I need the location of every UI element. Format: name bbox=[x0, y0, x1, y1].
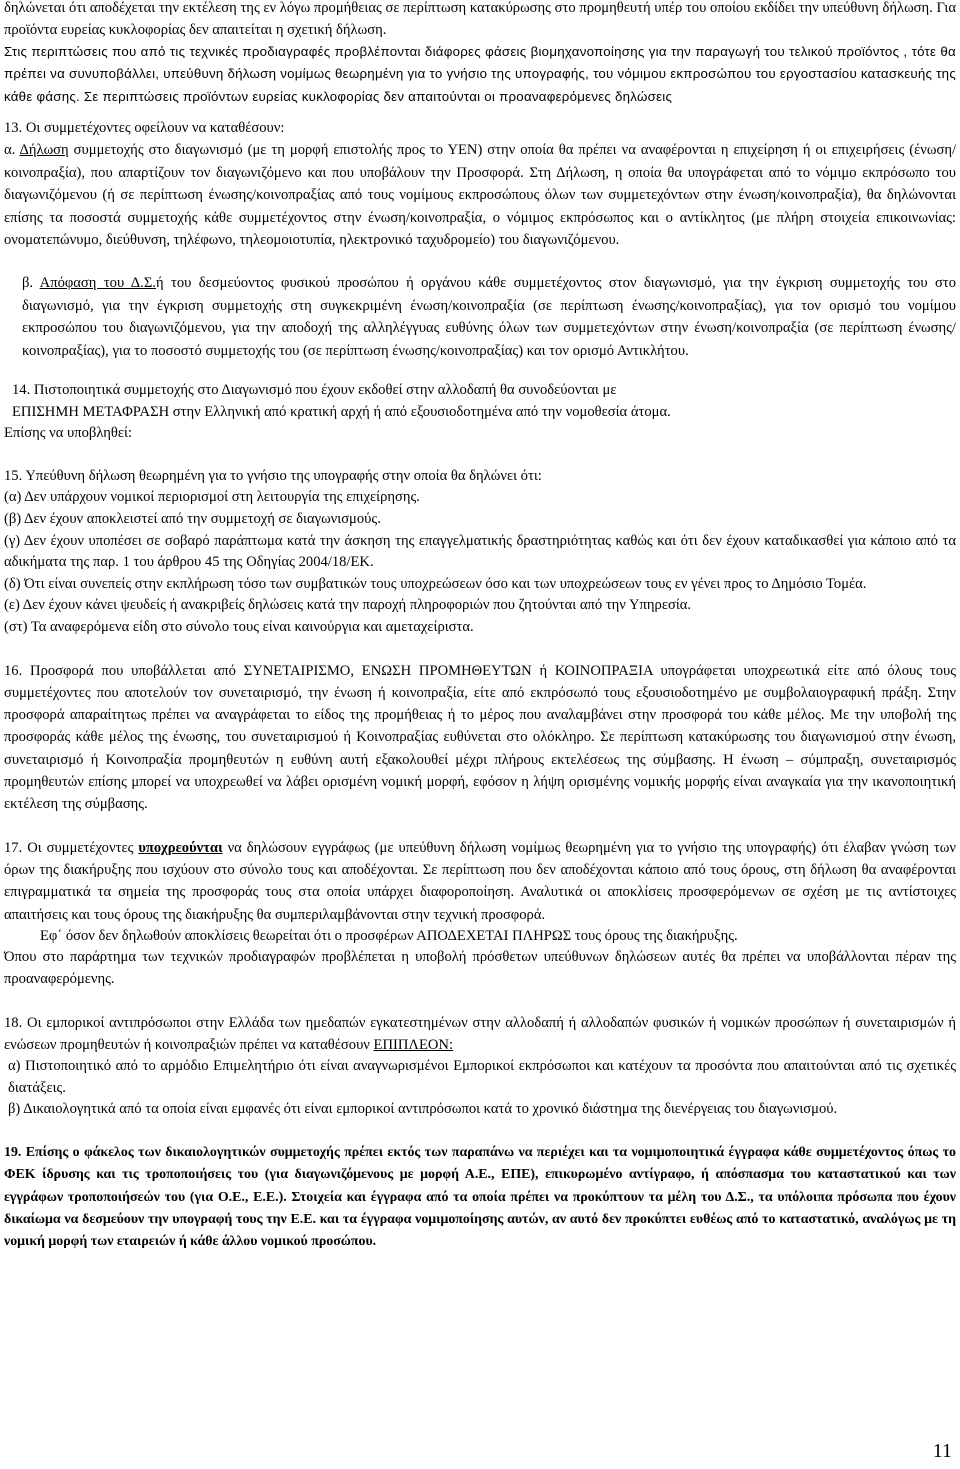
section-13-heading: 13. Οι συμμετέχοντες οφείλουν να καταθέσουν: bbox=[4, 119, 285, 136]
section-18-paragraph-1 bbox=[4, 1012, 956, 1057]
section-14-line-1: 14. Πιστοποιητικά συμμετοχής στο Διαγωνισμό που έχουν εκδοθεί στην αλλοδαπή θα συνοδεύονται με bbox=[12, 382, 617, 399]
section-13-b-prefix: β. bbox=[22, 275, 40, 292]
section-18-text: 18. Οι εμπορικοί αντιπρόσωποι στην Ελλάδα των ημεδαπών εγκατεστημένων στην αλλοδαπή ή αλλοδαπών φυσικών ή νομικών προσώπων ή συνεταιρισμών ή ενώσεων προμηθευτών ή κοινοπραξιών πρέπει να καταθέσουν bbox=[4, 1014, 956, 1053]
section-15-item-d: (δ) Ότι είναι συνεπείς στην εκπλήρωση τόσο των συμβατικών τους υποχρεώσεων όσο και των υποχρεώσεων τους εν γένει προς το Δημόσιο Τομέα. bbox=[4, 575, 867, 592]
section-13-a bbox=[4, 139, 956, 251]
section-13-b-underlined: Απόφαση του Δ.Σ. bbox=[39, 275, 156, 292]
section-15-heading: 15. Υπεύθυνη δήλωση θεωρημένη για το γνήσιο της υπογραφής στην οποία θα δηλώνει ότι: bbox=[4, 467, 542, 484]
section-17-lead: 17. Οι συμμετέχοντες bbox=[4, 839, 139, 856]
section-18-item-b: β) Δικαιολογητικά από τα οποία είναι εμφανές ότι είναι εμπορικοί αντιπρόσωποι κατά το χρονικό διάστημα της διενέργειας του διαγωνισμού. bbox=[8, 1101, 838, 1118]
section-17-text: να δηλώσουν εγγράφως (με υπεύθυνη δήλωση νομίμως θεωρημένη για το γνήσιο της υπογραφής) ότι έλαβαν γνώση των όρων της διακήρυξης που ισχύουν στο σύνολο τους και αποδέχονται. Σε περίπτωση που δεν αποδέχονται κάποιο από τους όρους, στη δήλωση θα αναφέρονται επιγραμματικά τα σημεία της προσφοράς τους στα οποία υπάρχει διαφοροποίηση. Αναλυτικά οι αποκλίσεις προσφερόμενων σε σχέση με τις αντίστοιχες απαιτήσεις και τους όρους της διακήρυξης θα συμπεριλαμβάνονται στην τεχνική προσφορά. bbox=[4, 839, 956, 923]
section-15-item-a: (α) Δεν υπάρχουν νομικοί περιορισμοί στη λειτουργία της επιχείρησης. bbox=[4, 489, 420, 506]
section-15-item-b: (β) Δεν έχουν αποκλειστεί από την συμμετοχή σε διαγωνισμούς. bbox=[4, 511, 381, 528]
intro-paragraph-2: Στις περιπτώσεις που από τις τεχνικές προδιαγραφές προβλέπονται διάφορες φάσεις βιομηχανοποίησης για την παραγωγή του τελικού προϊόντος , τότε θα πρέπει να συνυποβάλλει, υπεύθυνη δήλωση νομίμως θεωρημένη για το γνήσιο της υπογραφής, του νόμιμου εκπροσώπου του εργοστασίου κατασκευής της κάθε φάσης. Σε περιπτώσεις προϊόντων ευρείας κυκλοφορίας δεν απαιτούνται οι προαναφερόμενες δηλώσεις bbox=[4, 44, 956, 104]
section-13-a-prefix: α. bbox=[4, 142, 20, 159]
section-14-line-2: ΕΠΙΣΗΜΗ ΜΕΤΑΦΡΑΣΗ στην Ελληνική από κρατική αρχή ή από εξουσιοδοτημένα από την νομοθεσία άτομα. bbox=[12, 403, 671, 420]
section-18-item-a: α) Πιστοποιητικό από το αρμόδιο Επιμελητήριο ότι είναι αναγνωρισμένοι Εμπορικοί εκπρόσωποι και κατέχουν τα προσόντα που απαιτούνται από τις σχετικές διατάξεις. bbox=[8, 1058, 956, 1096]
section-13-b-text: ή του δεσμεύοντος φυσικού προσώπου ή οργάνου κάθε συμμετέχοντος στον διαγωνισμό, για την έγκριση συμμετοχής του στο διαγωνισμό, για την έγκριση συμμετοχής στη συγκεκριμένη ένωση/κοινοπραξία (σε περίπτωση ένωσης/κοινοπραξίας), για τον ορισμό του νομίμου εκπροσώπου του διαγωνιζόμενου, για την αποδοχή της αλληλέγγυας ευθύνης όλων των συμμετεχόντων στην ένωση/κοινοπραξία (σε περίπτωση ένωσης/κοινοπραξίας), για το ποσοστό συμμετοχής του (σε περίπτωση ένωσης/κοινοπραξίας) και τον ορισμό Αντικλήτου. bbox=[22, 275, 956, 359]
section-16-paragraph: 16. Προσφορά που υποβάλλεται από ΣΥΝΕΤΑΙΡΙΣΜΟ, ΕΝΩΣΗ ΠΡΟΜΗΘΕΥΤΩΝ ή ΚΟΙΝΟΠΡΑΞΙΑ υπογράφεται υποχρεωτικά είτε από όλους τους συμμετέχοντες που αποτελούν τον συνεταιρισμό, την ένωση ή κοινοπραξία, είτε από εκπρόσωπό τους εξουσιοδοτημένο με συμβολαιογραφική πράξη. Στην προσφορά απαραίτητως πρέπει να αναγράφεται το είδος της προμήθειας ή το μέρος που αναλαμβάνει στην προσφορά του κάθε μέλος. Με την υποβολή της προσφοράς κάθε μέλος της ένωσης, του συνεταιρισμού ή Κοινοπραξίας ευθύνεται στο ολόκληρο. Σε περίπτωση κατακύρωσης του διαγωνισμού στην ένωση, συνεταιρισμό ή Κοινοπραξία προμηθευτών η ευθύνη αυτή εξακολουθεί μέχρι πλήρους εκτελέσεως της σύμβασης. Η ένωση – σύμπραξη, συνεταιρισμός προμηθευτών επίσης μπορεί να υποχρεωθεί να λάβει ορισμένη νομική μορφή, εφόσον η λήψη ορισμένης νομικής μορφής είναι αναγκαία για την ικανοποιητική εκτέλεση της σύμβασης. bbox=[4, 662, 956, 813]
page-number: 11 bbox=[932, 1440, 952, 1462]
section-15-item-f: (στ) Τα αναφερόμενα είδη στο σύνολο τους είναι καινούργια και αμεταχείριστα. bbox=[4, 618, 474, 635]
section-13-a-text: συμμετοχής στο διαγωνισμό (με τη μορφή επιστολής προς το ΥΕΝ) στην οποία θα πρέπει να αναφέρονται η επιχείρηση ή οι επιχειρήσεις (ένωση/κοινοπραξία), που απαρτίζουν τον διαγωνιζόμενο και που υποβάλουν την Προσφορά. Στη Δήλωση, η οποία θα υπογράφεται από το νόμιμο εκπρόσωπο του διαγωνιζόμενου (ή σε περίπτωση ένωσης/κοινοπραξίας από τους νομίμους εκπροσώπους όλων των συμμετεχόντων στην ένωση/κοινοπραξία), θα δηλώνονται επίσης τα ποσοστά συμμετοχής κάθε συμμετέχοντος στην ένωση/κοινοπραξία, ο νόμιμος εκπρόσωπος και ο αντίκλητος (με πλήρη στοιχεία επικοινωνίας: ονοματεπώνυμο, διεύθυνση, τηλέφωνο, τηλεομοιοτυπία, ηλεκτρονικό ταχυδρομείο) του διαγωνιζόμενου. bbox=[4, 142, 957, 249]
section-17-paragraph-2: Εφ΄ όσον δεν δηλωθούν αποκλίσεις θεωρείται ότι ο προσφέρων ΑΠΟΔΕΧΕΤΑΙ ΠΛΗΡΩΣ τους όρους της διακήρυξης. bbox=[40, 927, 738, 944]
section-18-underlined: ΕΠΙΠΛΕΟΝ: bbox=[373, 1036, 454, 1053]
section-15-item-e: (ε) Δεν έχουν κάνει ψευδείς ή ανακριβείς δηλώσεις κατά την παροχή πληροφοριών που ζητούνται από την Υπηρεσία. bbox=[4, 597, 692, 614]
section-17-paragraph-1 bbox=[4, 837, 956, 926]
section-17-emphasis: υποχρεούνται bbox=[138, 839, 223, 856]
section-13-b bbox=[4, 272, 956, 362]
section-19-text: Επίσης ο φάκελος των δικαιολογητικών συμμετοχής πρέπει εκτός των παραπάνω να περιέχει και τα νομιμοποιητικά έγγραφα κάθε συμμετέχοντος όπως το ΦΕΚ ίδρυσης και τις τροποποιήσεις του (για διαγωνιζόμενους με μορφή Α.Ε., ΕΠΕ), επικυρωμένο αντίγραφο, ή απόσπασμα του καταστατικού και των εγγράφων τροποποιήσεών του (για Ο.Ε., Ε.Ε.). Στοιχεία και έγγραφα από τα οποία πρέπει να προκύπτουν τα μέλη του Δ.Σ., τα υπόλοιπα πρόσωπα που έχουν δικαίωμα να δεσμεύουν την υπογραφή τους την Ε.Ε. και τα έγγραφα νομιμοποίησης αυτών, αν αυτό δεν προκύπτει ευθέως από το καταστατικό, αναλόγως με τη νομική μορφή των εταιρειών ή κάθε άλλου νομικού προσώπου. bbox=[4, 1145, 956, 1250]
section-19-paragraph bbox=[4, 1142, 956, 1253]
section-13-a-underlined: Δήλωση bbox=[19, 142, 69, 159]
intro-paragraph-1: δηλώνεται ότι αποδέχεται την εκτέλεση της εν λόγω προμήθειας σε περίπτωση κατακύρωσης στο προμηθευτή υπέρ του οποίου εκδίδει την υπεύθυνη δήλωση. Για προϊόντα ευρείας κυκλοφορίας δεν απαιτείται η σχετική δήλωση. bbox=[4, 0, 956, 38]
section-15-item-c: (γ) Δεν έχουν υποπέσει σε σοβαρό παράπτωμα κατά την άσκηση της επαγγελματικής δραστηριότητας καθώς και ότι δεν έχουν καταδικασθεί για κάποιο από τα αδικήματα της παρ. 1 του άρθρου 45 της Οδηγίας 2004/18/ΕΚ. bbox=[4, 532, 956, 571]
section-14-line-3: Επίσης να υποβληθεί: bbox=[4, 425, 133, 442]
section-19-number: 19. bbox=[4, 1145, 26, 1160]
section-17-paragraph-3: Όπου στο παράρτημα των τεχνικών προδιαγραφών προβλέπεται η υποβολή πρόσθετων υπεύθυνων δηλώσεων αυτές θα πρέπει να υποβάλλονται πέραν της προαναφερόμενης. bbox=[4, 949, 956, 988]
